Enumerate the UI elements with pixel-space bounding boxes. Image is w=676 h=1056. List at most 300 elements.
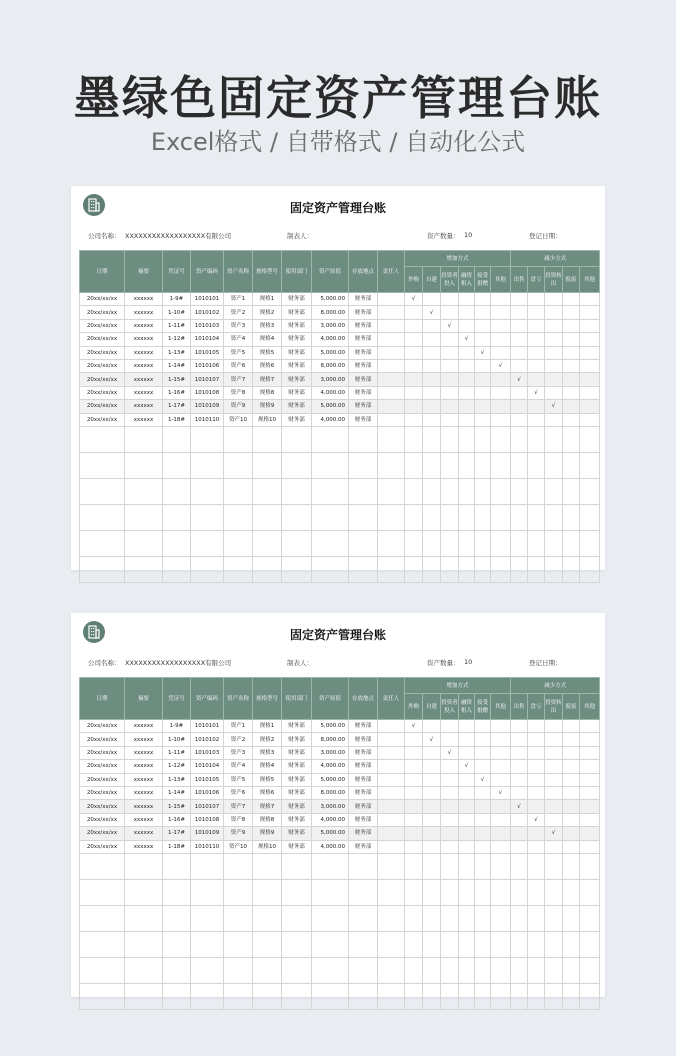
cell-method xyxy=(441,786,459,799)
cell-method xyxy=(475,359,491,372)
col-decrease-0: 出售 xyxy=(511,267,528,293)
empty-cell xyxy=(125,504,163,530)
empty-cell xyxy=(441,452,459,478)
empty-cell xyxy=(378,426,405,452)
cell-method xyxy=(475,800,491,813)
cell-summary: xxxxxx xyxy=(125,746,163,759)
cell-name: 资产4 xyxy=(224,760,253,773)
cell-summary: xxxxxx xyxy=(125,786,163,799)
cell-method xyxy=(441,400,459,413)
company-label: 公司名称： xyxy=(88,232,121,240)
empty-cell xyxy=(528,426,545,452)
empty-cell xyxy=(580,983,600,1009)
empty-cell xyxy=(423,853,441,879)
empty-cell xyxy=(163,556,191,582)
table-row xyxy=(80,840,600,853)
cell-method xyxy=(423,720,441,733)
cell-voucher: 1-17# xyxy=(163,827,191,840)
empty-cell xyxy=(459,905,475,931)
empty-cell xyxy=(491,478,511,504)
cell-method xyxy=(459,413,475,426)
cell-method xyxy=(580,359,600,372)
empty-cell xyxy=(282,452,312,478)
cell-method xyxy=(423,386,441,399)
empty-cell xyxy=(511,905,528,931)
cell-value: 3,000.00 xyxy=(312,800,349,813)
cell-method xyxy=(563,319,580,332)
empty-cell xyxy=(405,957,423,983)
cell-method xyxy=(545,293,563,306)
cell-dept: 财务部 xyxy=(282,840,312,853)
empty-cell xyxy=(224,530,253,556)
empty-cell xyxy=(191,556,224,582)
company-value: XXXXXXXXXXXXXXXXXX有限公司 xyxy=(125,659,232,667)
empty-cell xyxy=(580,426,600,452)
empty-cell xyxy=(441,504,459,530)
empty-cell xyxy=(459,452,475,478)
cell-name: 资产4 xyxy=(224,333,253,346)
col-increase-1: 自建 xyxy=(423,694,441,720)
empty-cell xyxy=(349,853,378,879)
cell-owner xyxy=(378,413,405,426)
cell-spec: 规格6 xyxy=(253,359,282,372)
cell-method xyxy=(580,346,600,359)
cell-method xyxy=(580,306,600,319)
cell-value: 3,000.00 xyxy=(312,319,349,332)
cell-method xyxy=(511,386,528,399)
empty-cell xyxy=(224,426,253,452)
empty-cell xyxy=(349,426,378,452)
cell-method xyxy=(459,400,475,413)
check-mark: √ xyxy=(545,827,563,840)
empty-cell xyxy=(163,504,191,530)
cell-method xyxy=(545,786,563,799)
empty-cell xyxy=(80,905,125,931)
col-summary: 摘要 xyxy=(125,678,163,720)
col-asset-code: 资产编码 xyxy=(191,251,224,293)
empty-cell xyxy=(405,530,423,556)
check-mark: √ xyxy=(491,359,511,372)
cell-location: 财务部 xyxy=(349,386,378,399)
empty-cell xyxy=(423,478,441,504)
cell-method xyxy=(459,346,475,359)
empty-cell xyxy=(191,905,224,931)
cell-method xyxy=(475,319,491,332)
cell-method xyxy=(459,840,475,853)
empty-cell xyxy=(580,879,600,905)
empty-cell xyxy=(545,504,563,530)
cell-code: 1010102 xyxy=(191,306,224,319)
empty-cell xyxy=(191,504,224,530)
col-increase-5: 其他 xyxy=(491,267,511,293)
cell-name: 资产1 xyxy=(224,720,253,733)
cell-method xyxy=(475,827,491,840)
cell-method xyxy=(459,800,475,813)
empty-row xyxy=(80,556,600,582)
col-decrease-4: 其他 xyxy=(580,267,600,293)
col-owner: 责任人 xyxy=(378,251,405,293)
empty-cell xyxy=(378,478,405,504)
cell-method xyxy=(563,413,580,426)
cell-method xyxy=(405,413,423,426)
empty-cell xyxy=(545,426,563,452)
empty-cell xyxy=(563,530,580,556)
check-mark: √ xyxy=(511,800,528,813)
table-row xyxy=(80,306,600,319)
empty-cell xyxy=(163,478,191,504)
col-decrease-4: 其他 xyxy=(580,694,600,720)
empty-cell xyxy=(511,957,528,983)
col-value: 资产原值 xyxy=(312,251,349,293)
table-row xyxy=(80,733,600,746)
empty-cell xyxy=(253,504,282,530)
empty-cell xyxy=(511,478,528,504)
cell-summary: xxxxxx xyxy=(125,400,163,413)
empty-cell xyxy=(163,983,191,1009)
cell-method xyxy=(580,800,600,813)
empty-cell xyxy=(125,426,163,452)
cell-owner xyxy=(378,293,405,306)
cell-method xyxy=(405,827,423,840)
empty-cell xyxy=(163,452,191,478)
cell-method xyxy=(528,733,545,746)
cell-method xyxy=(563,720,580,733)
cell-spec: 规格5 xyxy=(253,346,282,359)
cell-location: 财务部 xyxy=(349,413,378,426)
cell-method xyxy=(475,373,491,386)
empty-cell xyxy=(80,556,125,582)
cell-dept: 财务部 xyxy=(282,359,312,372)
cell-location: 财务部 xyxy=(349,319,378,332)
empty-cell xyxy=(491,879,511,905)
empty-cell xyxy=(580,504,600,530)
cell-method xyxy=(405,346,423,359)
cell-date: 20xx/xx/xx xyxy=(80,293,125,306)
empty-cell xyxy=(405,905,423,931)
cell-owner xyxy=(378,373,405,386)
col-asset-name: 资产名称 xyxy=(224,251,253,293)
cell-spec: 规格9 xyxy=(253,400,282,413)
empty-cell xyxy=(282,905,312,931)
cell-method xyxy=(511,346,528,359)
empty-cell xyxy=(491,931,511,957)
cell-spec: 规格10 xyxy=(253,413,282,426)
cell-method xyxy=(423,773,441,786)
empty-cell xyxy=(378,983,405,1009)
cell-summary: xxxxxx xyxy=(125,827,163,840)
empty-cell xyxy=(459,931,475,957)
cell-dept: 财务部 xyxy=(282,760,312,773)
empty-cell xyxy=(80,853,125,879)
cell-location: 财务部 xyxy=(349,746,378,759)
cell-summary: xxxxxx xyxy=(125,306,163,319)
cell-method xyxy=(545,840,563,853)
col-dept: 使用部门 xyxy=(282,251,312,293)
cell-method xyxy=(405,333,423,346)
cell-method xyxy=(528,319,545,332)
empty-cell xyxy=(545,853,563,879)
cell-voucher: 1-10# xyxy=(163,733,191,746)
cell-date: 20xx/xx/xx xyxy=(80,333,125,346)
empty-cell xyxy=(405,879,423,905)
cell-dept: 财务部 xyxy=(282,346,312,359)
asset-count-value: 10 xyxy=(464,231,473,239)
cell-location: 财务部 xyxy=(349,760,378,773)
cell-method xyxy=(441,413,459,426)
empty-cell xyxy=(163,905,191,931)
empty-cell xyxy=(528,879,545,905)
col-increase-group: 增加方式 xyxy=(405,251,511,267)
cell-method xyxy=(563,760,580,773)
cell-method xyxy=(441,813,459,826)
empty-cell xyxy=(459,983,475,1009)
empty-cell xyxy=(349,931,378,957)
empty-cell xyxy=(80,426,125,452)
empty-cell xyxy=(80,504,125,530)
cell-location: 财务部 xyxy=(349,400,378,413)
empty-cell xyxy=(441,530,459,556)
check-mark: √ xyxy=(545,400,563,413)
empty-cell xyxy=(405,983,423,1009)
cell-code: 1010110 xyxy=(191,840,224,853)
empty-cell xyxy=(580,853,600,879)
cell-date: 20xx/xx/xx xyxy=(80,733,125,746)
cell-method xyxy=(563,733,580,746)
cell-name: 资产7 xyxy=(224,800,253,813)
empty-cell xyxy=(253,478,282,504)
cell-method xyxy=(441,800,459,813)
table-row xyxy=(80,746,600,759)
table-row xyxy=(80,773,600,786)
cell-spec: 规格2 xyxy=(253,733,282,746)
empty-cell xyxy=(282,853,312,879)
empty-cell xyxy=(423,556,441,582)
cell-location: 财务部 xyxy=(349,333,378,346)
cell-value: 4,000.00 xyxy=(312,813,349,826)
cell-voucher: 1-10# xyxy=(163,306,191,319)
empty-cell xyxy=(475,556,491,582)
table-row xyxy=(80,359,600,372)
empty-cell xyxy=(163,931,191,957)
empty-cell xyxy=(349,452,378,478)
cell-summary: xxxxxx xyxy=(125,413,163,426)
col-value: 资产原值 xyxy=(312,678,349,720)
preparer-label: 制表人： xyxy=(287,232,313,240)
cell-code: 1010105 xyxy=(191,773,224,786)
empty-cell xyxy=(545,983,563,1009)
cell-method xyxy=(511,840,528,853)
empty-cell xyxy=(312,426,349,452)
check-mark: √ xyxy=(475,773,491,786)
cell-date: 20xx/xx/xx xyxy=(80,306,125,319)
cell-code: 1010106 xyxy=(191,786,224,799)
empty-cell xyxy=(475,426,491,452)
cell-voucher: 1-9# xyxy=(163,720,191,733)
empty-row xyxy=(80,905,600,931)
empty-cell xyxy=(528,853,545,879)
empty-cell xyxy=(125,478,163,504)
empty-cell xyxy=(580,957,600,983)
empty-cell xyxy=(545,905,563,931)
cell-method xyxy=(405,840,423,853)
empty-cell xyxy=(312,853,349,879)
cell-method xyxy=(528,413,545,426)
cell-method xyxy=(475,293,491,306)
empty-cell xyxy=(282,983,312,1009)
cell-voucher: 1-14# xyxy=(163,359,191,372)
cell-method xyxy=(423,293,441,306)
cell-method xyxy=(580,333,600,346)
empty-cell xyxy=(224,957,253,983)
cell-method xyxy=(475,786,491,799)
cell-method xyxy=(545,813,563,826)
cell-voucher: 1-18# xyxy=(163,840,191,853)
cell-method xyxy=(580,400,600,413)
cell-spec: 规格2 xyxy=(253,306,282,319)
cell-name: 资产9 xyxy=(224,827,253,840)
cell-date: 20xx/xx/xx xyxy=(80,386,125,399)
cell-value: 4,000.00 xyxy=(312,760,349,773)
empty-cell xyxy=(163,530,191,556)
empty-cell xyxy=(312,478,349,504)
cell-method xyxy=(545,733,563,746)
cell-method xyxy=(475,333,491,346)
empty-cell xyxy=(253,957,282,983)
cell-location: 财务部 xyxy=(349,773,378,786)
table-row xyxy=(80,400,600,413)
empty-cell xyxy=(459,853,475,879)
cell-method xyxy=(563,840,580,853)
cell-method xyxy=(459,827,475,840)
check-mark: √ xyxy=(528,386,545,399)
hero-title: 墨绿色固定资产管理台账 xyxy=(74,71,602,125)
empty-cell xyxy=(511,983,528,1009)
cell-date: 20xx/xx/xx xyxy=(80,840,125,853)
cell-method xyxy=(491,400,511,413)
empty-cell xyxy=(80,957,125,983)
cell-method xyxy=(545,746,563,759)
cell-name: 资产2 xyxy=(224,733,253,746)
col-increase-group: 增加方式 xyxy=(405,678,511,694)
cell-spec: 规格6 xyxy=(253,786,282,799)
col-date: 日期 xyxy=(80,678,125,720)
cell-method xyxy=(459,720,475,733)
empty-cell xyxy=(125,530,163,556)
cell-method xyxy=(459,813,475,826)
preparer-label: 制表人： xyxy=(287,659,313,667)
col-date: 日期 xyxy=(80,251,125,293)
cell-method xyxy=(441,386,459,399)
empty-cell xyxy=(378,452,405,478)
cell-method xyxy=(528,800,545,813)
empty-cell xyxy=(528,931,545,957)
cell-location: 财务部 xyxy=(349,293,378,306)
cell-method xyxy=(491,293,511,306)
cell-method xyxy=(441,373,459,386)
cell-method xyxy=(423,827,441,840)
cell-method xyxy=(511,333,528,346)
cell-value: 3,000.00 xyxy=(312,746,349,759)
check-mark: √ xyxy=(459,333,475,346)
empty-cell xyxy=(282,478,312,504)
empty-cell xyxy=(312,983,349,1009)
cell-method xyxy=(491,827,511,840)
empty-cell xyxy=(475,478,491,504)
empty-cell xyxy=(312,504,349,530)
empty-cell xyxy=(282,504,312,530)
empty-cell xyxy=(224,478,253,504)
cell-method xyxy=(528,400,545,413)
empty-cell xyxy=(441,957,459,983)
empty-cell xyxy=(528,452,545,478)
col-decrease-2: 投资转出 xyxy=(545,694,563,720)
cell-name: 资产10 xyxy=(224,840,253,853)
empty-cell xyxy=(163,426,191,452)
cell-method xyxy=(511,773,528,786)
empty-cell xyxy=(80,452,125,478)
empty-cell xyxy=(253,931,282,957)
empty-cell xyxy=(80,983,125,1009)
empty-cell xyxy=(405,931,423,957)
empty-cell xyxy=(441,853,459,879)
cell-method xyxy=(423,413,441,426)
table-row xyxy=(80,413,600,426)
cell-spec: 规格8 xyxy=(253,386,282,399)
cell-location: 财务部 xyxy=(349,306,378,319)
cell-dept: 财务部 xyxy=(282,413,312,426)
cell-code: 1010101 xyxy=(191,293,224,306)
cell-location: 财务部 xyxy=(349,359,378,372)
cell-method xyxy=(528,840,545,853)
cell-method xyxy=(580,293,600,306)
col-increase-0: 外购 xyxy=(405,267,423,293)
cell-value: 4,000.00 xyxy=(312,840,349,853)
cell-method xyxy=(405,746,423,759)
empty-cell xyxy=(441,556,459,582)
table-row xyxy=(80,346,600,359)
cell-method xyxy=(405,373,423,386)
empty-row xyxy=(80,931,600,957)
table-row xyxy=(80,293,600,306)
cell-method xyxy=(423,319,441,332)
cell-spec: 规格1 xyxy=(253,720,282,733)
col-increase-3: 融资租入 xyxy=(459,694,475,720)
empty-cell xyxy=(224,879,253,905)
cell-date: 20xx/xx/xx xyxy=(80,773,125,786)
cell-method xyxy=(475,733,491,746)
col-decrease-3: 报废 xyxy=(563,694,580,720)
empty-cell xyxy=(80,931,125,957)
empty-cell xyxy=(191,879,224,905)
cell-method xyxy=(441,306,459,319)
cell-method xyxy=(441,773,459,786)
cell-date: 20xx/xx/xx xyxy=(80,319,125,332)
col-increase-2: 投资者投入 xyxy=(441,267,459,293)
cell-method xyxy=(528,827,545,840)
cell-voucher: 1-18# xyxy=(163,413,191,426)
cell-dept: 财务部 xyxy=(282,373,312,386)
cell-date: 20xx/xx/xx xyxy=(80,720,125,733)
cell-value: 5,000.00 xyxy=(312,720,349,733)
empty-cell xyxy=(378,879,405,905)
empty-cell xyxy=(563,957,580,983)
cell-owner xyxy=(378,746,405,759)
empty-cell xyxy=(253,853,282,879)
empty-cell xyxy=(282,530,312,556)
cell-method xyxy=(545,333,563,346)
cell-method xyxy=(441,720,459,733)
cell-method xyxy=(441,760,459,773)
